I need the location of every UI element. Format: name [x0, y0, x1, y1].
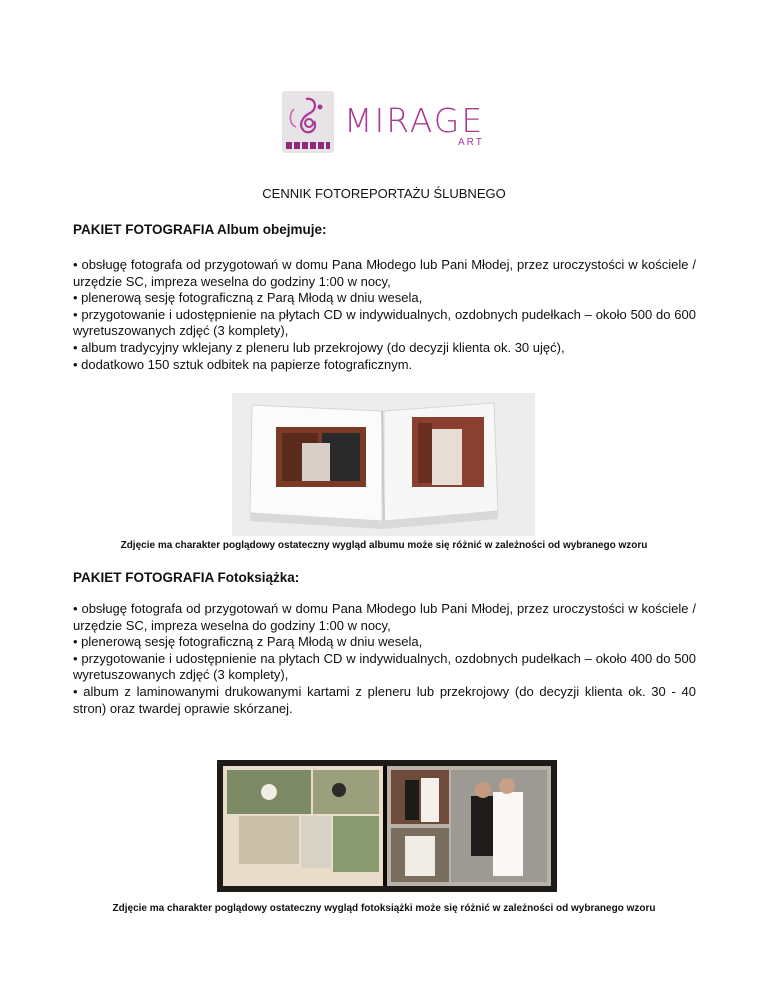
list-item: • plenerową sesję fotograficzną z Parą Młodą w dniu wesela, — [73, 634, 423, 650]
list-item: • album tradycyjny wklejany z pleneru lub przekrojowy (do decyzji klienta ok. 30 ujęć), — [73, 339, 565, 355]
mirage-art-logo — [282, 91, 492, 153]
list-item: • plenerową sesję fotograficzną z Parą Młodą w dniu wesela, — [73, 290, 423, 306]
music-note-icon — [282, 91, 334, 141]
list-item: • dodatkowo 150 sztuk odbitek na papierze fotograficznym. — [73, 356, 413, 372]
logo-subtitle: ART — [458, 137, 484, 148]
package-photobook-list — [73, 601, 696, 717]
list-item: • przygotowanie i udostępnienie na płytach CD w indywidualnych, ozdobnych pudełkach – około 500 do 600 wyretuszowanych zdjęć (3 komplety), — [73, 306, 696, 339]
photobook-photo-caption: Zdjęcie ma charakter poglądowy ostateczny wygląd fotoksiążki może się różnić w zależności od wybranego wzoru — [112, 903, 656, 914]
page-title: CENNIK FOTOREPORTAŻU ŚLUBNEGO — [262, 186, 506, 201]
photobook-photo — [209, 756, 561, 899]
logo-emblem — [282, 91, 334, 153]
list-item: • obsługę fotografa od przygotowań w domu Pana Młodego lub Pani Młodej, przez uroczystości w kościele / urzędzie SC, impreza weselna do godziny 1:00 w nocy, — [73, 601, 696, 633]
package-album-list — [73, 257, 696, 373]
list-item: • obsługę fotografa od przygotowań w domu Pana Młodego lub Pani Młodej, przez uroczystości w kościele / urzędzie SC, impreza weselna do godziny 1:00 w nocy, — [73, 257, 696, 289]
album-photo — [232, 393, 535, 536]
album-photo-caption: Zdjęcie ma charakter poglądowy ostateczny wygląd albumu może się różnić w zależności od wybranego wzoru — [120, 540, 648, 551]
package-photobook-title: PAKIET FOTOGRAFIA Fotoksiążka: — [73, 570, 300, 585]
list-item: • album z laminowanymi drukowanymi kartami z pleneru lub przekrojowy (do decyzji klienta ok. 30 - 40 stron) oraz twardej oprawie skórzanej. — [73, 683, 696, 716]
package-album-title: PAKIET FOTOGRAFIA Album obejmuje: — [73, 222, 327, 237]
film-strip — [286, 142, 330, 149]
list-item: • przygotowanie i udostępnienie na płytach CD w indywidualnych, ozdobnych pudełkach – około 400 do 500 wyretuszowanych zdjęć (3 komplety), — [73, 650, 696, 683]
logo-wordmark: MIRAGE — [344, 101, 485, 140]
